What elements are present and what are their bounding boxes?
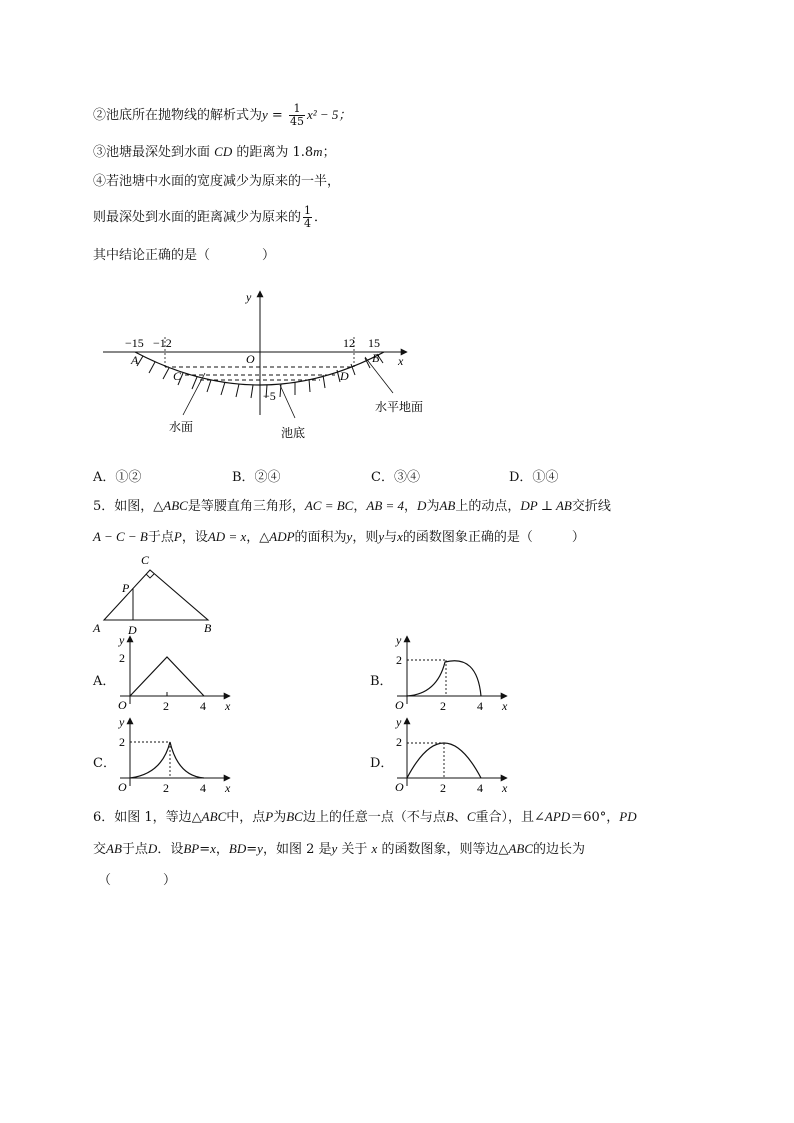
q5-l2-d: 的面积为: [294, 530, 347, 545]
q4-stmt3-m: m: [313, 144, 323, 159]
q5-l2-acb: A − C − B: [93, 529, 148, 544]
q4-pond-figure: [95, 285, 425, 445]
q6-l2-d: D: [147, 841, 158, 856]
q6-l2-j: 的函数图象，则等边: [377, 842, 499, 857]
q5-l1-a: 是等腰直角三角形，: [187, 499, 305, 514]
q5-triangle: [104, 570, 208, 620]
q6-l1-pre: 6．如图 1，等边: [93, 810, 192, 825]
q4-statement-2: [93, 103, 351, 128]
q5-gA-ytick: 2: [119, 651, 125, 665]
q4-stmt2-text: ②池底所在抛物线的解析式为: [93, 108, 263, 123]
q4-tick-neg15: −15: [125, 336, 144, 350]
q4-point-C: C: [173, 369, 182, 383]
q5-l2-p: P: [173, 529, 182, 544]
q5-gB-ytick: 2: [396, 653, 402, 667]
q5-l2-x: x: [397, 529, 403, 544]
q5-graph-C[interactable]: [112, 714, 242, 794]
q5-option-C-label[interactable]: C．: [93, 756, 116, 771]
q5-l1-e: 为: [426, 499, 440, 514]
q5-option-B-label[interactable]: B．: [370, 674, 393, 689]
q5-gC-ytick: 2: [119, 735, 125, 749]
q6-answer-blank: （ ）: [98, 873, 177, 888]
q4-question: [93, 247, 275, 265]
q4-y-label: y: [246, 290, 252, 304]
q5-gC-o: O: [118, 780, 127, 794]
q5-gA-o: O: [118, 698, 127, 712]
q5-l2-b: ，设: [181, 530, 208, 545]
q4-stmt2-fraction: [289, 103, 305, 128]
q4-tick-15: 15: [368, 336, 380, 350]
q4-stmt2-frac-den: 45: [289, 115, 304, 128]
q4-depth-label: −5: [263, 389, 276, 403]
q4-stmt2-frac-num: 1: [289, 103, 305, 116]
q4-option-D[interactable]: D．①④: [509, 470, 559, 485]
q5-l2-ad: AD = x: [207, 529, 247, 544]
q6-l2-b: 于点: [121, 842, 148, 857]
q6-l2-y: y: [257, 841, 263, 856]
q4-origin: O: [246, 352, 255, 366]
q4-statement-4b: [93, 205, 327, 230]
q5-graph-A[interactable]: [112, 632, 242, 712]
q6-line-3: [98, 872, 176, 890]
q4-stmt3-tail: 的距离为 1.8: [236, 145, 314, 160]
q4-stmt2-tail: x² − 5；: [306, 107, 352, 122]
q6-l2-k: 的边长为: [533, 842, 586, 857]
q5-gC-curve: [130, 742, 204, 778]
q5-gD-y: y: [396, 715, 402, 729]
q4-option-C[interactable]: C．③④: [371, 470, 420, 485]
q5-gD-x2: 2: [440, 781, 446, 795]
q5-gD-ytick: 2: [396, 735, 402, 749]
q6-l2-i: 关于: [337, 842, 372, 857]
q4-tick-neg12: −12: [153, 336, 172, 350]
q4-option-B[interactable]: B．②④: [232, 470, 281, 485]
q5-l1-g: 交折线: [571, 499, 611, 514]
q5-gB-o: O: [395, 698, 404, 712]
q4-point-D: D: [340, 369, 349, 383]
q5-l2-e: ，则: [352, 530, 379, 545]
q5-gC-x: x: [225, 781, 231, 795]
q6-l2-h: ，如图 2 是: [262, 842, 332, 857]
q6-l1-e: 重合），且∠: [475, 810, 545, 825]
q4-option-A[interactable]: A．①②: [93, 470, 142, 485]
q6-l1-f: ＝60°，: [570, 810, 620, 825]
q6-l1-C: C: [466, 809, 476, 824]
q5-line-1: [93, 497, 611, 516]
q6-l1-b: 为: [273, 810, 287, 825]
q5-gC-y: y: [119, 715, 125, 729]
q5-l2-y2: y: [378, 529, 385, 544]
q5-l2-a: 于点: [147, 530, 174, 545]
q5-l1-ab: AB: [439, 498, 456, 513]
q5-tri-D: D: [128, 623, 137, 637]
q5-gC-x4: 4: [200, 781, 206, 795]
q6-l2-y2: y: [331, 841, 338, 856]
q5-tri-P: P: [122, 581, 130, 595]
q4-stmt4b-text: 则最深处到水面的距离减少为原来的: [93, 210, 302, 225]
q4-stmt4b-fraction: [303, 205, 312, 230]
q5-gA-x2: 2: [163, 699, 169, 713]
q5-l1-eq1: AC = BC: [304, 498, 354, 513]
q4-point-A: A: [131, 353, 139, 367]
q6-line-1: [93, 808, 637, 827]
q5-graph-B[interactable]: [389, 632, 519, 712]
q6-l2-x: x: [210, 841, 216, 856]
q5-l1-d: D: [417, 498, 427, 513]
q5-line-2: [93, 528, 585, 547]
q5-gA-y: y: [119, 633, 125, 647]
q6-l1-d: 、: [453, 810, 467, 825]
q6-l2-f: ，: [215, 842, 229, 857]
q5-gD-x: x: [502, 781, 508, 795]
q6-l2-x2: x: [371, 841, 378, 856]
q6-l1-tri: △ABC: [191, 809, 227, 824]
q5-gB-x4: 4: [477, 699, 483, 713]
q5-option-D-label[interactable]: D．: [370, 756, 394, 771]
q6-l2-bp: BP: [183, 841, 200, 856]
q4-label-bottom: 池底: [281, 426, 306, 440]
q4-bottom-leader: [280, 385, 295, 418]
q4-stmt3-end: ；: [322, 145, 336, 160]
q5-l1-tri: △ABC: [153, 498, 188, 513]
q6-l2-a: 交: [93, 842, 107, 857]
q4-label-water: 水面: [169, 420, 194, 434]
q4-x-label: x: [398, 354, 404, 368]
q5-tri-A: A: [93, 621, 101, 635]
q6-l1-bc: BC: [286, 809, 303, 824]
q5-triangle-figure: [90, 548, 230, 638]
q6-l1-B: B: [445, 809, 454, 824]
q5-tri-B: B: [204, 621, 212, 635]
q4-stmt4b-den: 4: [304, 217, 312, 230]
q4-water-leader: [183, 373, 205, 415]
q5-l1-eq2: AB = 4: [366, 498, 405, 513]
q5-gD-o: O: [395, 780, 404, 794]
q5-gB-curve: [407, 661, 481, 696]
q5-gB-y: y: [396, 633, 402, 647]
q4-stmt4b-num: 1: [304, 204, 312, 217]
q5-gC-x2: 2: [163, 781, 169, 795]
q5-l1-c: ，: [404, 499, 418, 514]
q4-question-text: 其中结论正确的是（ ）: [93, 248, 276, 263]
q4-stmt3-text: ③池塘最深处到水面: [93, 145, 211, 160]
q6-l1-pd: PD: [619, 809, 637, 824]
q5-option-A-label[interactable]: A．: [93, 674, 116, 689]
q5-gB-x2: 2: [440, 699, 446, 713]
q4-stmt4b-end: ．: [314, 210, 328, 225]
q6-l2-ab: AB: [106, 841, 122, 856]
q4-stmt3-cd: CD: [214, 144, 233, 159]
q6-l2-c: ．设: [157, 842, 184, 857]
q4-options: [93, 466, 693, 484]
q6-line-2: [93, 840, 585, 859]
q6-l1-a: 中，点: [226, 810, 266, 825]
q5-l2-y: y: [346, 529, 353, 544]
q6-l2-e: =: [199, 842, 211, 857]
q6-l2-g: =: [246, 842, 258, 857]
q5-gD-x4: 4: [477, 781, 483, 795]
q5-tri-C: C: [141, 553, 150, 567]
q4-statement-4: [93, 173, 340, 191]
q5-l2-f: 与: [384, 530, 398, 545]
q5-graph-D[interactable]: [389, 714, 519, 794]
q5-l1-b: ，: [353, 499, 367, 514]
q5-l2-g: 的函数图象正确的是（ ）: [402, 530, 585, 545]
q4-point-B: B: [372, 351, 380, 365]
q4-tick-12: 12: [343, 336, 355, 350]
q5-gB-x: x: [502, 699, 508, 713]
q4-label-ground: 水平地面: [375, 400, 424, 414]
q5-l1-pre: 5．如图，: [93, 499, 154, 514]
q6-l2-bd: BD: [228, 841, 247, 856]
q4-stmt2-eq: =: [267, 108, 287, 123]
q5-gA-x: x: [225, 699, 231, 713]
q5-l1-f: 上的动点，: [455, 499, 521, 514]
q5-l1-dp: DP ⊥ AB: [520, 498, 572, 513]
q4-stmt4-text: ④若池塘中水面的宽度减少为原来的一半，: [93, 174, 341, 189]
q4-stmt2-y: y: [262, 107, 268, 122]
q6-l1-c: 边上的任意一点（不与点: [302, 810, 446, 825]
q5-gA-curve: [130, 657, 204, 696]
q5-right-angle-mark: [146, 574, 154, 578]
q6-l1-apd: APD: [544, 809, 571, 824]
q5-l2-c: ，: [246, 530, 260, 545]
q4-statement-3: [93, 143, 336, 162]
q6-l2-tri: △ABC: [498, 841, 534, 856]
q6-l1-p: P: [265, 809, 274, 824]
q5-l2-adp: △ADP: [259, 529, 295, 544]
q5-gA-x4: 4: [200, 699, 206, 713]
